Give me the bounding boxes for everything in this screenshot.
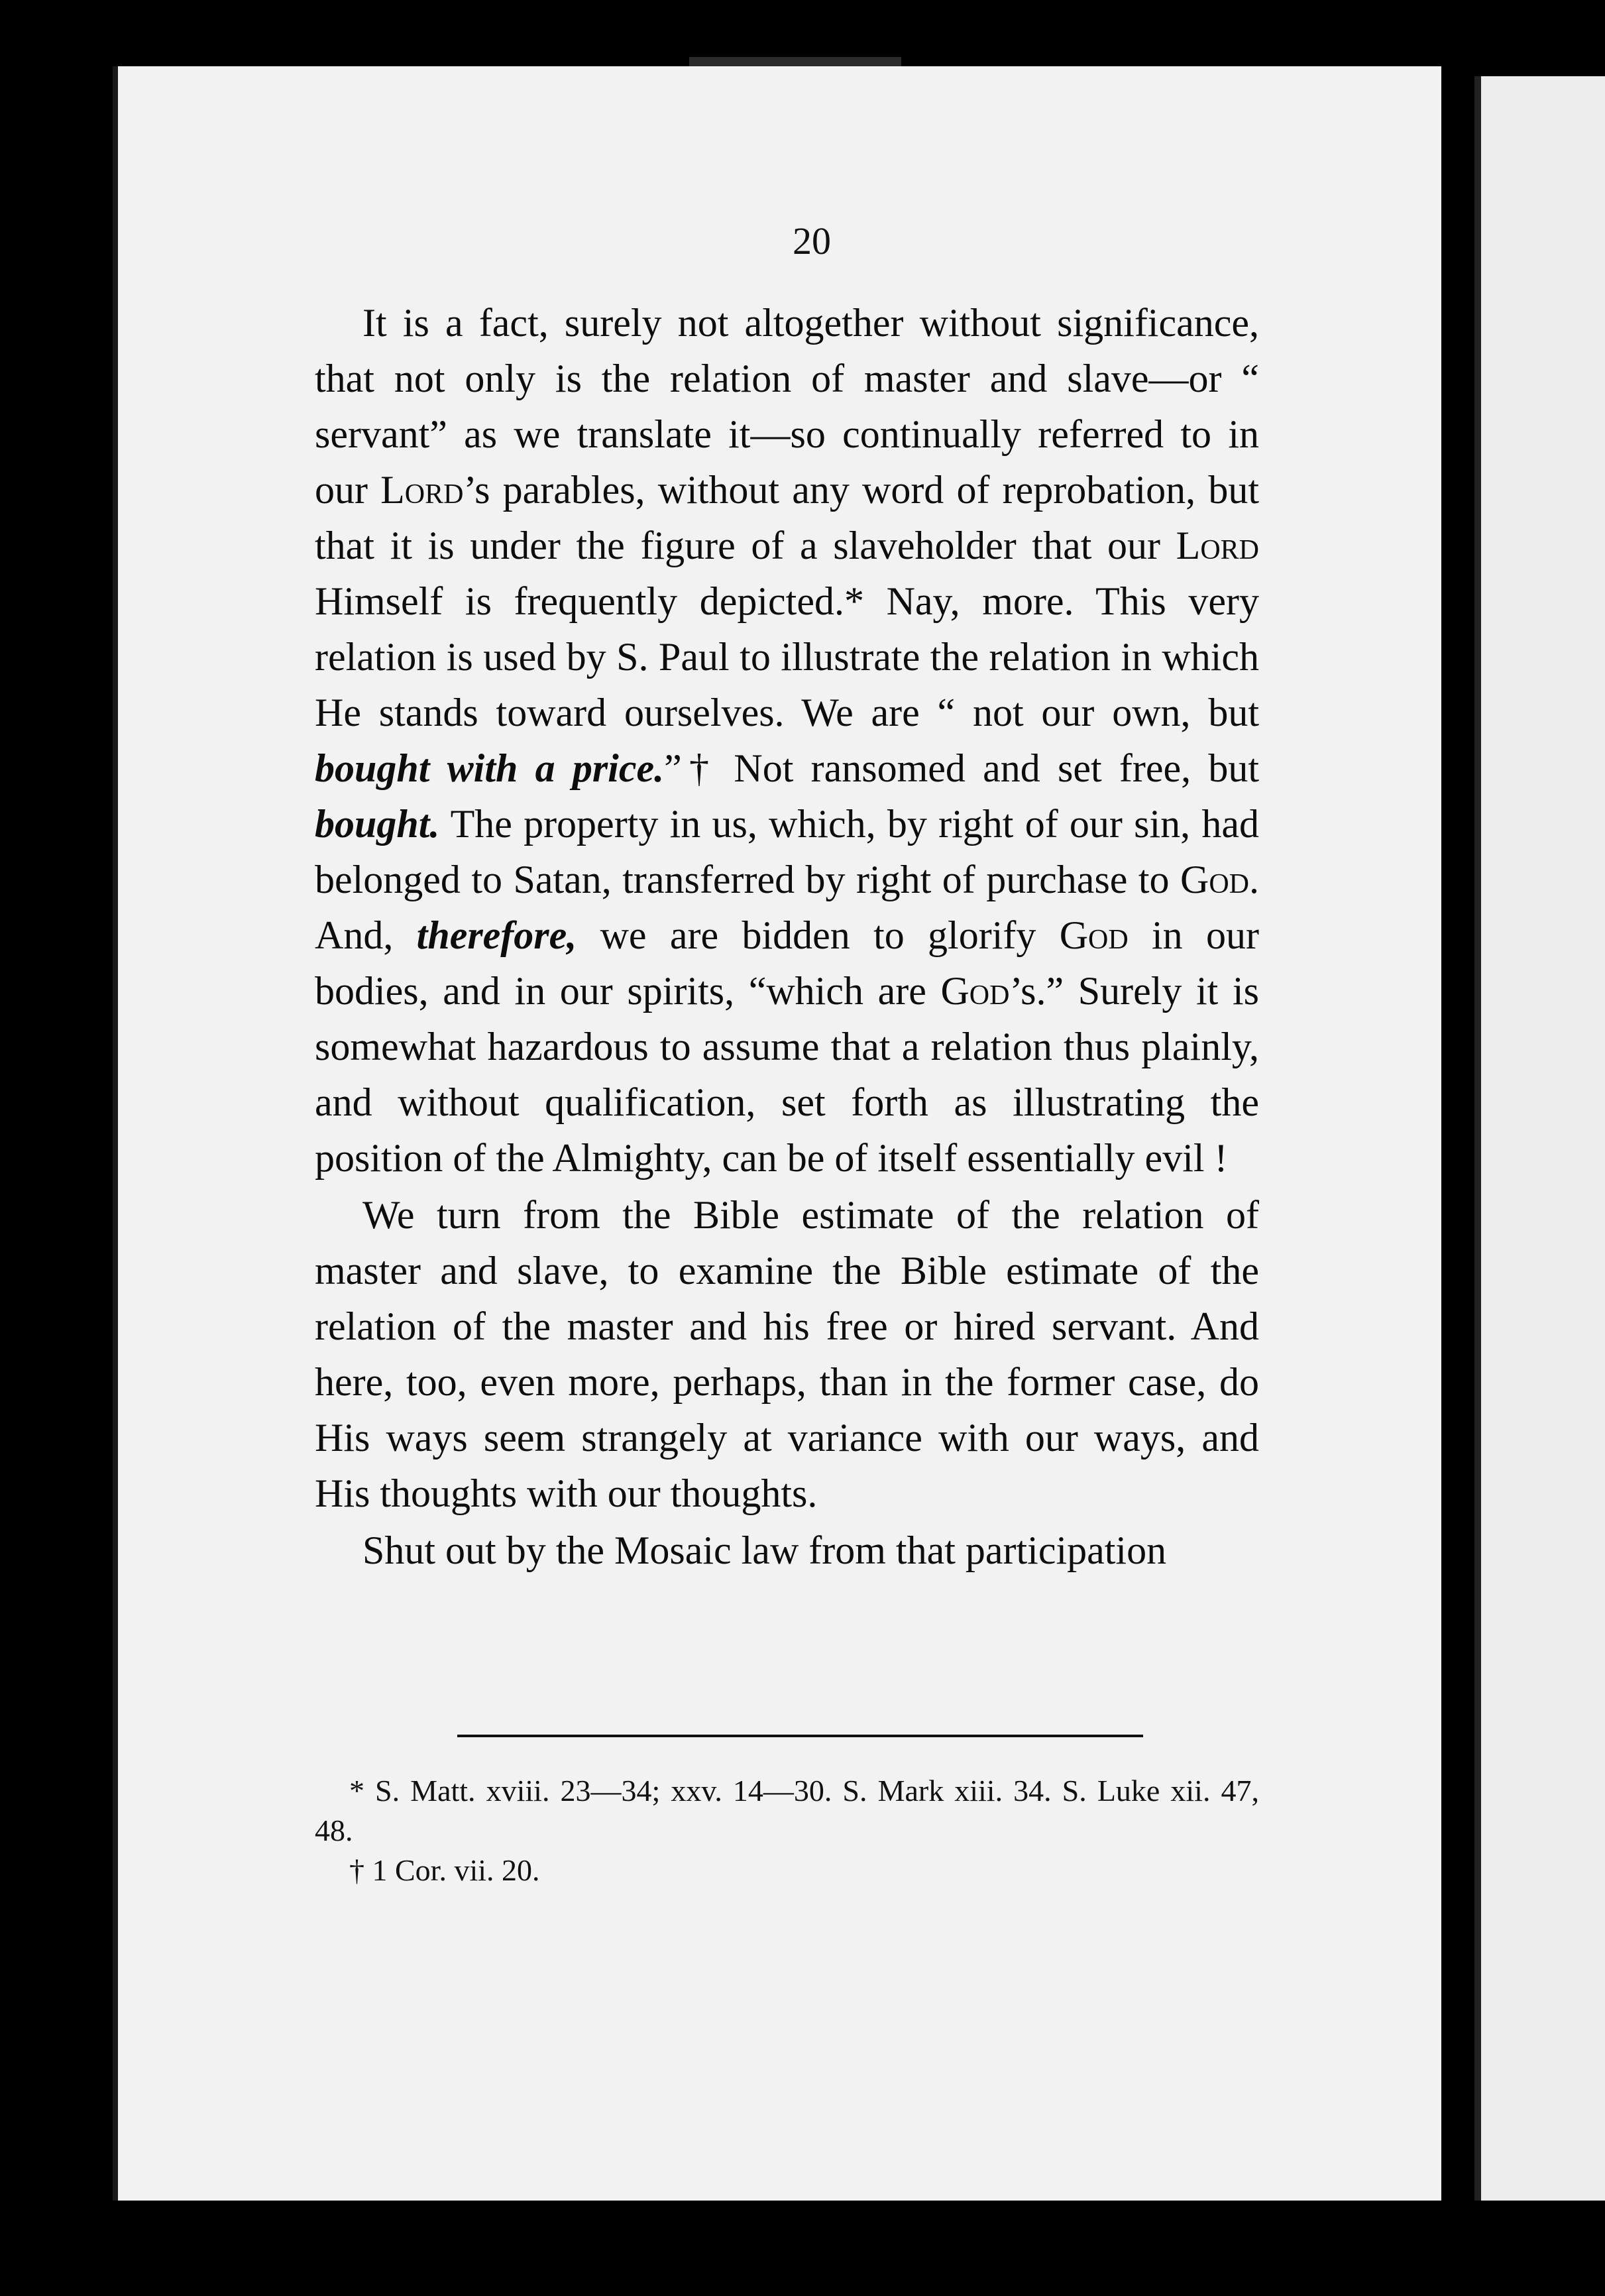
paragraph [315,295,1259,1186]
footnote-rule [457,1735,1143,1737]
text-run: ’s parables, without any word of reprobation, but that it is under the figure of a slaveholder that our [315,468,1259,567]
text-run: ”† Not ransomed and set free, but [664,746,1259,790]
text-run: we are bidden to glorify [577,913,1060,957]
small-caps-text: God [940,969,1010,1013]
page-body [315,295,1259,1578]
italic-text: bought with a price. [315,746,665,790]
text-run: Himself is frequently depicted.* Nay, more. This very relation is used by S. Paul to illustrate the relation in which He stands toward ourselves. We are “ not our own, but [315,579,1259,734]
italic-text: therefore, [416,913,577,957]
page-number: 20 [793,219,831,262]
text-run: It is a fact, surely not altogether without significance, that not only is the relation of master and slave—or “ servant” as we translate it—so continually referred to in our [315,301,1259,512]
text-run: in our bodies, and in our spirits, “which are [315,913,1259,1013]
text-run: We turn from the Bible estimate of the relation of master and slave, to examine the Bible estimate of the relation of the master and his free or hired servant. And here, too, even more, perhaps, than in the former case, do His ways seem strangely at variance with our ways, and His thoughts with our thoughts. [315,1193,1259,1515]
small-caps-text: Lord [1176,524,1259,567]
footnotes [315,1771,1259,1890]
facing-page-edge [1474,76,1605,2201]
footnote: * S. Matt. xviii. 23—34; xxv. 14—30. S. Mark xiii. 34. S. Luke xii. 47, 48. [315,1774,1259,1847]
paragraph [315,1522,1259,1578]
small-caps-text: Lord [380,468,464,512]
text-run: The property in us, which, by right of our sin, had belonged to Satan, transferred by right of purchase to [315,802,1259,901]
italic-text: bought. [315,802,440,846]
text-run: . And, [315,858,1259,957]
small-caps-text: God [1059,913,1129,957]
small-caps-text: God [1180,858,1249,901]
text-run: ’s.” Surely it is somewhat hazardous to assume that a relation thus plainly, and without qualification, set forth as illustrating the position of the Almighty, can be of itself essentially evil ! [315,969,1259,1180]
text-run: Shut out by the Mosaic law from that participation [362,1528,1167,1572]
footnote: † 1 Cor. vii. 20. [349,1853,540,1887]
paragraph [315,1187,1259,1521]
